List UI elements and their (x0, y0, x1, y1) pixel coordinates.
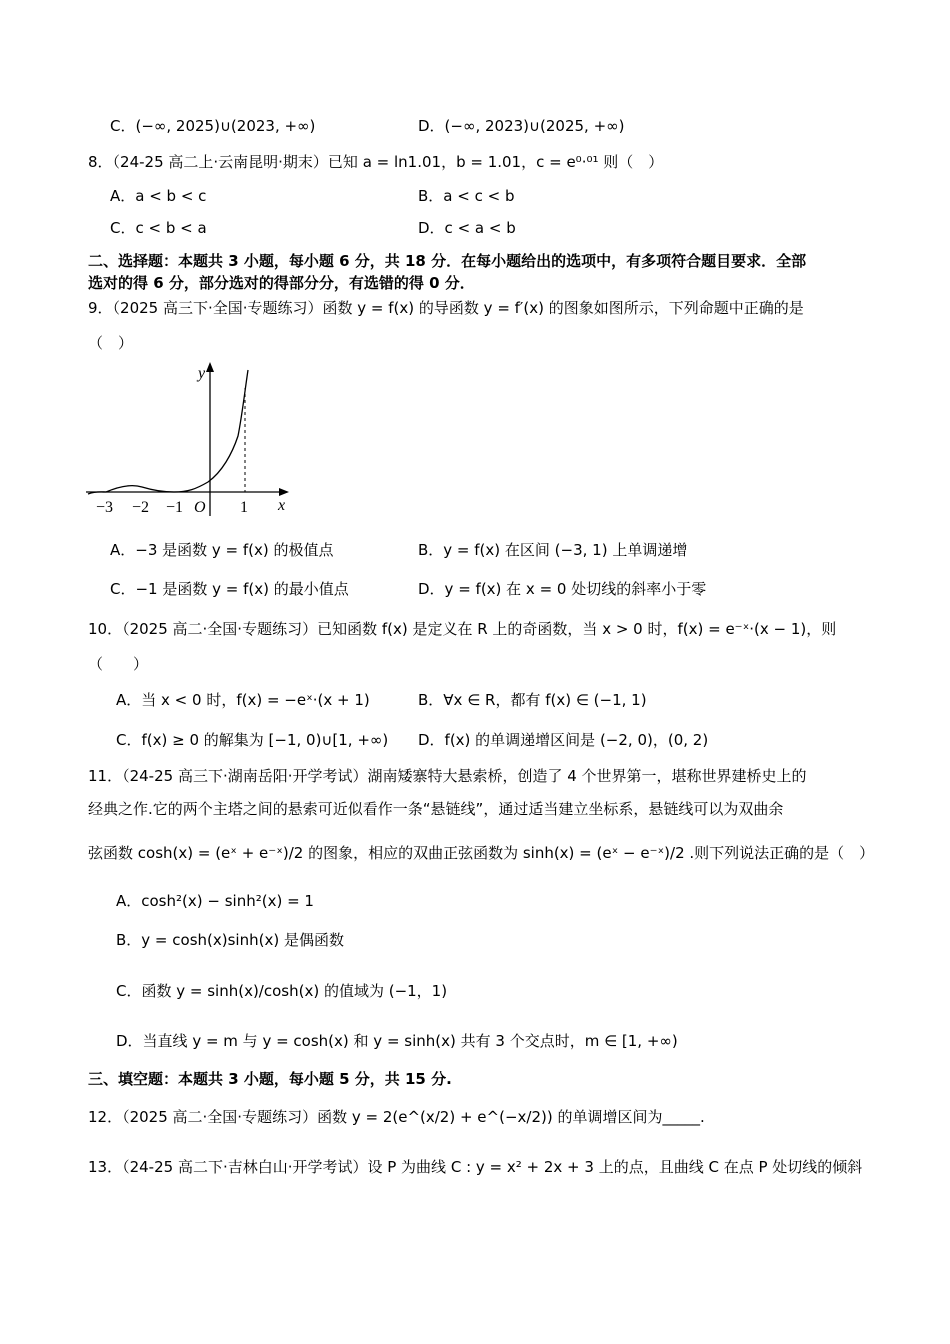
q9-option-d: D．y = f(x) 在 x = 0 处切线的斜率小于零 (418, 580, 707, 598)
q11-stem-line1: 11．（24-25 高三下·湖南岳阳·开学考试）湖南矮寨特大悬索桥，创造了 4 个世界第一，堪称世界建桥史上的 (88, 767, 807, 785)
section2-heading-line2: 选对的得 6 分，部分选对的得部分分，有选错的得 0 分． (88, 274, 475, 292)
q7-option-d: D．(−∞, 2023)∪(2025, +∞) (418, 117, 625, 135)
q10-option-b: B．∀x ∈ R，都有 f(x) ∈ (−1, 1) (418, 691, 647, 709)
q12-stem: 12．（2025 高二·全国·专题练习）函数 y = 2(e^(x/2) + e^(−x/2)) 的单调增区间为_____. (88, 1108, 705, 1126)
tick-label-1: 1 (240, 499, 248, 516)
q10-option-a: A．当 x < 0 时，f(x) = −eˣ·(x + 1) (116, 691, 370, 709)
y-axis-label: y (198, 365, 206, 382)
q10-option-d: D．f(x) 的单调递增区间是 (−2, 0)，(0, 2) (418, 731, 709, 749)
q11-stem-line3: 弦函数 cosh(x) = (eˣ + e⁻ˣ)/2 的图象，相应的双曲正弦函数为 sinh(x) = (eˣ − e⁻ˣ)/2 .则下列说法正确的是（ ） (88, 844, 875, 862)
x-axis-arrow (279, 488, 289, 496)
q10-stem-paren: （ ） (88, 655, 149, 673)
q7-option-c: C．(−∞, 2025)∪(2023, +∞) (110, 117, 316, 135)
q9-stem: 9．（2025 高三下·全国·专题练习）函数 y = f(x) 的导函数 y = f′(x) 的图象如图所示，下列命题中正确的是 (88, 299, 804, 317)
q13-stem: 13．（24-25 高二下·吉林白山·开学考试）设 P 为曲线 C : y = x² + 2x + 3 上的点，且曲线 C 在点 P 处切线的倾斜 (88, 1158, 863, 1176)
section2-heading-line1: 二、选择题：本题共 3 小题，每小题 6 分，共 18 分．在每小题给出的选项中，有多项符合题目要求．全部 (88, 252, 807, 270)
tick-label-neg1: −1 (166, 499, 184, 516)
origin-label: O (194, 499, 206, 516)
x-axis-label: x (278, 497, 286, 514)
q8-option-b: B．a < c < b (418, 187, 515, 205)
q11-option-d: D．当直线 y = m 与 y = cosh(x) 和 y = sinh(x) 共有 3 个交点时，m ∈ [1, +∞) (116, 1032, 678, 1050)
q11-stem-line2: 经典之作.它的两个主塔之间的悬索可近似看作一条“悬链线”，通过适当建立坐标系，悬链线可以为双曲余 (88, 800, 784, 818)
derivative-graph (84, 358, 294, 518)
q11-option-a: A．cosh²(x) − sinh²(x) = 1 (116, 892, 314, 910)
section3-heading: 三、填空题：本题共 3 小题，每小题 5 分，共 15 分. (88, 1070, 452, 1088)
q8-option-c: C．c < b < a (110, 219, 207, 237)
derivative-curve (88, 370, 248, 494)
q9-option-a: A．−3 是函数 y = f(x) 的极值点 (110, 541, 334, 559)
q11-option-b: B．y = cosh(x)sinh(x) 是偶函数 (116, 931, 344, 949)
q8-option-d: D．c < a < b (418, 219, 516, 237)
q10-option-c: C．f(x) ≥ 0 的解集为 [−1, 0)∪[1, +∞) (116, 731, 389, 749)
q9-stem-paren: （ ） (88, 334, 134, 352)
q9-option-b: B．y = f(x) 在区间 (−3, 1) 上单调递增 (418, 541, 688, 559)
q8-option-a: A．a < b < c (110, 187, 207, 205)
tick-label-neg3: −3 (96, 499, 114, 516)
q10-stem: 10．（2025 高二·全国·专题练习）已知函数 f(x) 是定义在 R 上的奇函数，当 x > 0 时，f(x) = e⁻ˣ·(x − 1)，则 (88, 620, 837, 638)
q9-option-c: C．−1 是函数 y = f(x) 的最小值点 (110, 580, 349, 598)
q8-stem: 8．（24-25 高二上·云南昆明·期末）已知 a = ln1.01，b = 1.01，c = e⁰·⁰¹ 则（ ） (88, 153, 664, 171)
tick-label-neg2: −2 (132, 499, 150, 516)
y-axis-arrow (206, 362, 214, 372)
q11-option-c: C．函数 y = sinh(x)/cosh(x) 的值域为 (−1，1) (116, 982, 448, 1000)
